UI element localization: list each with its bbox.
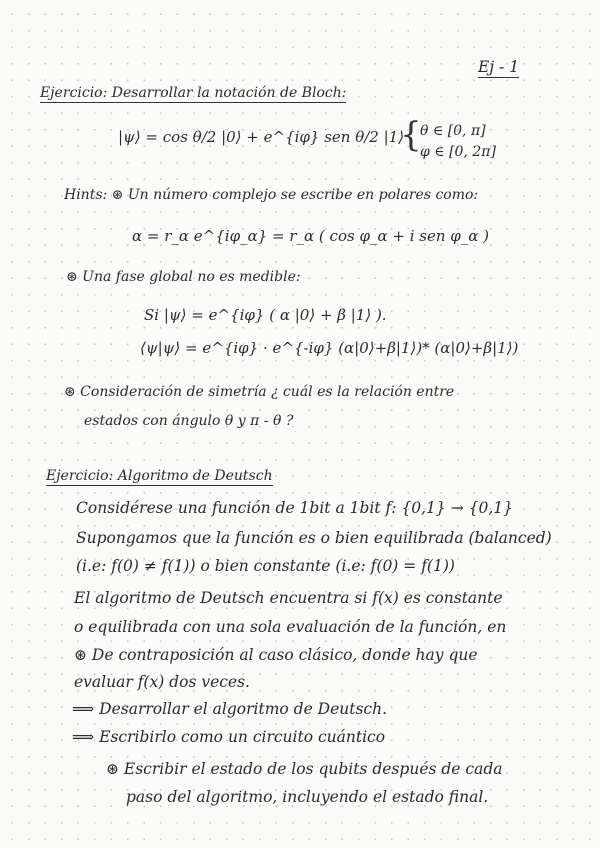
ex2-line-5: o equilibrada con una sola evaluación de la función, en [74, 618, 507, 636]
page-label [478, 60, 519, 76]
ex2-line-3: (i.e: f(0) ≠ f(1)) o bien constante (i.e: f(0) = f(1)) [76, 557, 455, 575]
ex2-line-7: evaluar f(x) dos veces. [74, 673, 250, 691]
ex2-line-2: Supongamos que la función es o bien equilibrada (balanced) [76, 529, 552, 547]
polar-form-equation: α = r_α e^{iφ_α} = r_α ( cos φ_α + i sen φ_α ) [132, 227, 490, 245]
ex2-line-6: ⊛ De contraposición al caso clásico, donde hay que [74, 646, 478, 664]
hint-complex-polar: Hints: ⊛ Un número complejo se escribe en polares como: [64, 187, 479, 203]
task-develop-algorithm: ⟹ Desarrollar el algoritmo de Deutsch. [72, 700, 388, 718]
exercise-1-heading-text: Ejercicio: Desarrollar la notación de Bloch: [40, 85, 347, 101]
phi-range: φ ∈ [0, 2π] [420, 144, 496, 160]
exercise-2-heading-text: Ejercicio: Algoritmo de Deutsch [46, 468, 273, 484]
ex2-line-1: Considérese una función de 1bit a 1bit f: {0,1} → {0,1} [76, 499, 513, 517]
exercise-1-heading [40, 86, 346, 100]
ex2-line-4: El algoritmo de Deutsch encuentra si f(x) es constante [74, 589, 503, 607]
hint-symmetry-line-1: ⊛ Consideración de simetría ¿ cuál es la relación entre [64, 384, 455, 400]
ranges-brace: { [400, 115, 422, 155]
sub-task-line-1: ⊛ Escribir el estado de los qubits después de cada [106, 760, 503, 778]
task-quantum-circuit: ⟹ Escribirlo como un circuito cuántico [72, 728, 386, 746]
phase-equation-2: ⟨ψ|ψ⟩ = e^{iφ} · e^{-iφ} (α|0⟩+β|1⟩)* (α|0⟩+β|1⟩) [140, 339, 519, 357]
exercise-2-heading [46, 469, 273, 483]
hint-symmetry-line-2: estados con ángulo θ y π - θ ? [84, 413, 294, 429]
theta-range: θ ∈ [0, π] [420, 123, 486, 139]
sub-task-line-2: paso del algoritmo, incluyendo el estado final. [126, 788, 489, 806]
phase-equation-1: Si |ψ⟩ = e^{iφ} ( α |0⟩ + β |1⟩ ). [144, 306, 387, 324]
page-label-text: Ej - 1 [478, 58, 520, 76]
hint-global-phase: ⊛ Una fase global no es medible: [66, 269, 301, 285]
bloch-state-equation: |ψ⟩ = cos θ/2 |0⟩ + e^{iφ} sen θ/2 |1⟩ [118, 128, 405, 146]
